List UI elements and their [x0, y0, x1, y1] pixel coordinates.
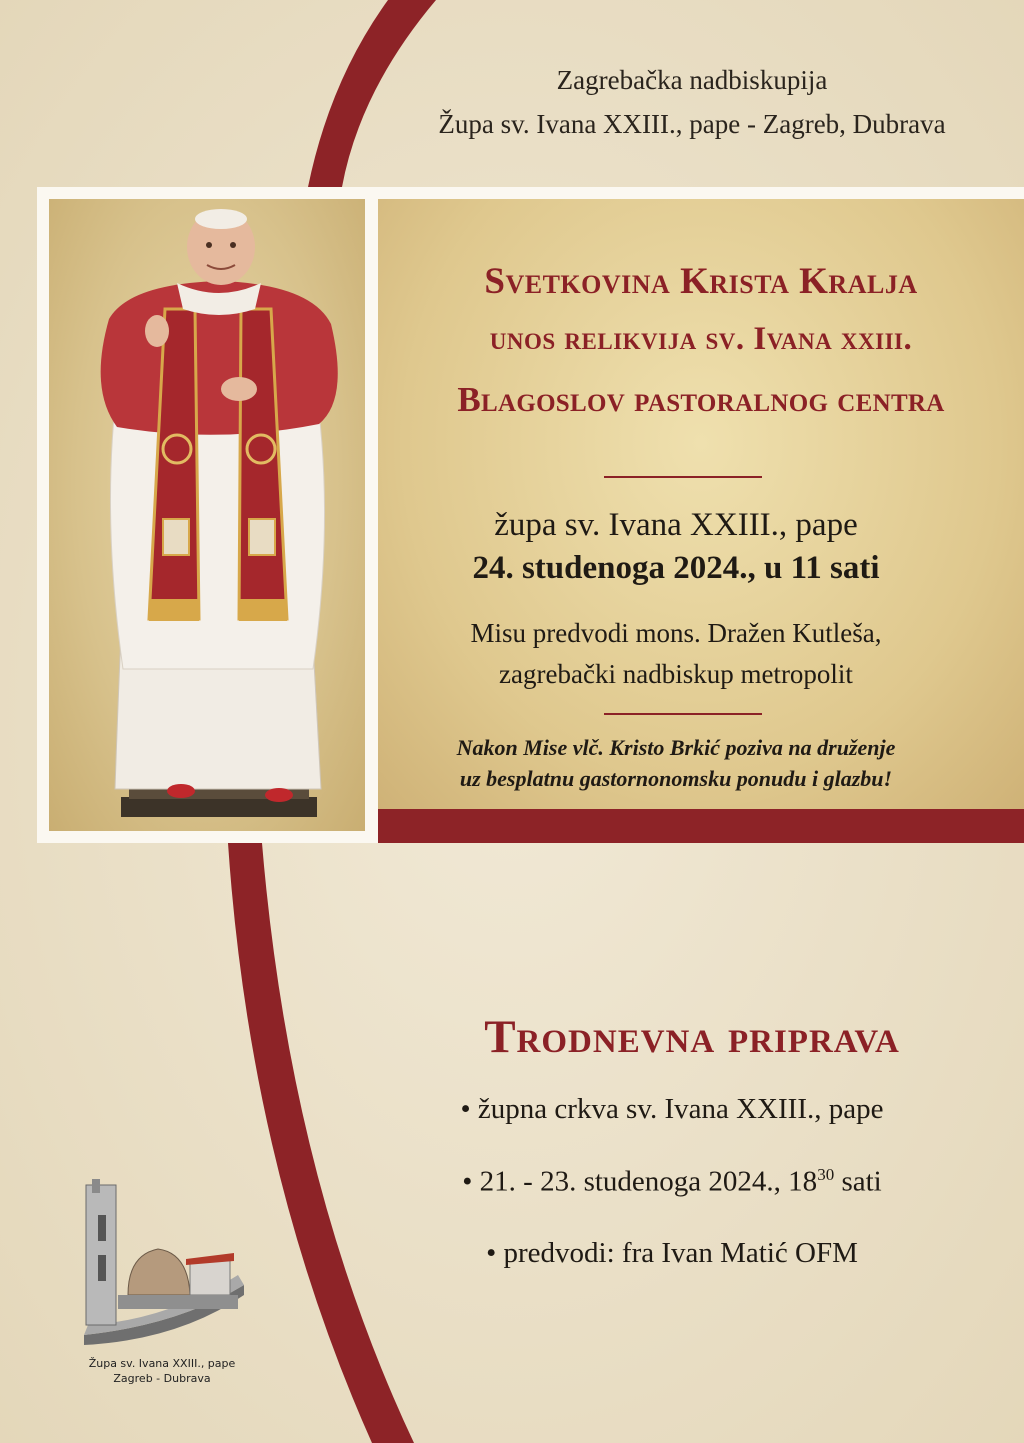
invitation-line1: Nakon Mise vlč. Kristo Brkić poziva na druženje — [456, 735, 896, 760]
logo-caption — [62, 1356, 262, 1386]
archdiocese-name: Zagrebačka nadbiskupija — [556, 65, 828, 95]
preparation-dates-minutes: 30 — [817, 1165, 835, 1184]
preparation-dates-main: • 21. - 23. studenoga 2024., 18 — [462, 1165, 818, 1198]
preparation-leader: • predvodi: fra Ivan Matić OFM — [486, 1237, 858, 1269]
divider-top — [604, 476, 762, 478]
event-title-feast: Svetkovina Krista Kralja — [484, 261, 918, 302]
mass-celebrant — [378, 613, 974, 695]
panel-red-bar — [378, 809, 1024, 843]
saint-statue-image — [49, 199, 365, 831]
church-logo — [78, 1175, 250, 1345]
invitation-text — [378, 732, 974, 794]
logo-caption-line2: Zagreb - Dubrava — [113, 1372, 211, 1385]
mass-celebrant-line1: Misu predvodi mons. Dražen Kutleša, — [470, 618, 882, 648]
preparation-title: Trodnevna priprava — [484, 1011, 900, 1063]
event-title-blessing: Blagoslov pastoralnog centra — [457, 380, 945, 419]
parish-name: Župa sv. Ivana XXIII., pape - Zagreb, Dubrava — [438, 109, 946, 139]
invitation-line2: uz besplatnu gastornonomsku ponudu i glazbu! — [459, 766, 893, 791]
logo-caption-line1: Župa sv. Ivana XXIII., pape — [88, 1357, 236, 1370]
event-date: 24. studenoga 2024., u 11 sati — [472, 550, 880, 586]
event-title-relics: unos relikvija sv. Ivana xxiii. — [489, 321, 913, 357]
divider-bottom — [604, 713, 762, 715]
preparation-dates-tail: sati — [834, 1165, 882, 1198]
preparation-location: • župna crkva sv. Ivana XXIII., pape — [460, 1093, 884, 1125]
mass-celebrant-line2: zagrebački nadbiskup metropolit — [499, 659, 853, 689]
header — [360, 58, 1024, 146]
event-parish: župa sv. Ivana XXIII., pape — [494, 507, 858, 543]
preparation-dates — [320, 1165, 1024, 1199]
